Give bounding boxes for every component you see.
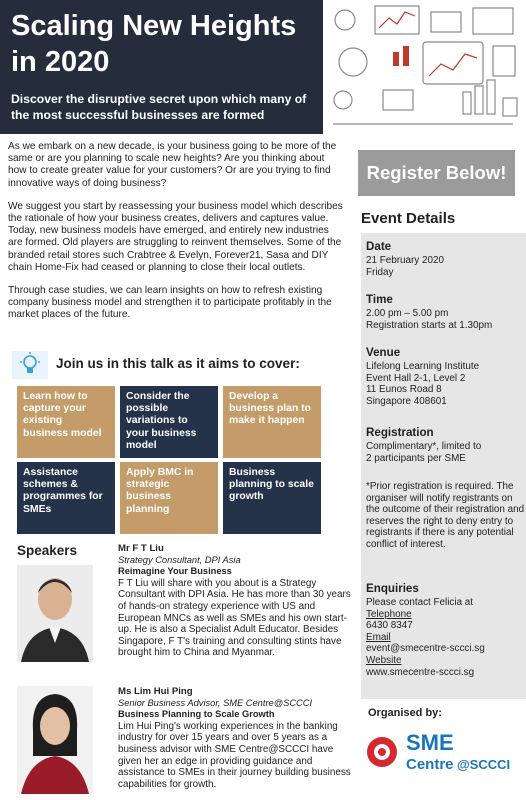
time-block [366, 293, 526, 331]
topic-tile: Learn how to capture your existing business model [17, 386, 115, 458]
registration-line: Complimentary*, limited to [366, 441, 482, 452]
speaker-talk: Business Planning to Scale Growth [118, 709, 275, 720]
logo-text-sccci: @SCCCI [457, 757, 511, 772]
registration-note: *Prior registration is required. The organiser will notify registrants on the outcome of their registration and reserves the right to deny entry to registrants if there is any potential conflict of interest. [366, 481, 525, 550]
venue-line: Lifelong Learning Institute [366, 361, 480, 372]
enquiries-block [366, 582, 526, 678]
website-label: Website [366, 654, 402, 666]
topic-tile: Business planning to scale growth [223, 462, 321, 534]
speaker-1 [118, 543, 355, 659]
time-value: 2.00 pm – 5.00 pm [366, 308, 449, 319]
topic-tile: Develop a business plan to make it happen [223, 386, 321, 458]
venue-line: Singapore 408601 [366, 395, 447, 407]
venue-block [366, 346, 526, 407]
sme-centre-logo [362, 726, 522, 776]
speaker-bio: Lim Hui Ping's working experiences in the banking industry for over 15 years and over 5 years as a business advisor with SME Centre@SCCCI have given her an edge in providing guidance and assistance to SMEs in their journey building business capabilities for growth. [118, 720, 351, 790]
speaker-bio: F T Liu will share with you about is a Strategy Consultant with DPI Asia. He has more than 30 years of hands-on strategy experience with US and European MNCs as well as SMEs and his own start-up. He is also a Specialist Adult Educator. Besides Singapore, F T's training and consulting stints have brought him to China and Myanmar. [118, 577, 351, 659]
speakers-heading: Speakers [17, 543, 78, 558]
enquiries-heading: Enquiries [366, 582, 419, 595]
logo-text-centre: Centre [406, 756, 454, 773]
header-banner [0, 0, 323, 134]
speaker-role: Strategy Consultant, DPI Asia [118, 554, 241, 565]
date-heading: Date [366, 240, 392, 253]
topic-tile: Apply BMC in strategic business planning [120, 462, 218, 534]
date-day: Friday [366, 266, 394, 278]
registration-heading: Registration [366, 426, 434, 439]
venue-line: 11 Eunos Road 8 [366, 384, 442, 396]
organised-by-label: Organised by: [368, 707, 442, 719]
business-charts-illustration [323, 0, 526, 134]
event-details-heading: Event Details [361, 210, 456, 227]
speaker-talk: Reimagine Your Business [118, 566, 232, 577]
speaker-photo-liu [17, 565, 93, 662]
time-registration: Registration starts at 1.30pm [366, 319, 493, 331]
website-value[interactable]: www.smecentre-sccci.sg [366, 666, 475, 678]
register-banner: Register Below! [358, 150, 515, 196]
intro-paragraph: As we embark on a new decade, is your business going to be more of the same or are you planning to scale new heights? Are you thinking about how to create greater value for your customers? Or are you trying to find innovative ways of doing business? [8, 141, 337, 189]
registration-line: 2 participants per SME [366, 452, 466, 464]
intro-text [8, 141, 344, 333]
speaker-photo-lim [17, 686, 93, 794]
topic-tile: Consider the possible variations to your business model [120, 386, 218, 458]
page-title: Scaling New Heights in 2020 [11, 10, 297, 78]
telephone-value: 6430 8347 [366, 620, 413, 632]
date-block [366, 240, 526, 278]
speaker-name: Ms Lim Hui Ping [118, 686, 193, 697]
speaker-role: Senior Business Advisor, SME Centre@SCCCI [118, 697, 313, 708]
venue-heading: Venue [366, 346, 401, 359]
date-value: 21 February 2020 [366, 255, 444, 266]
topic-tile: Assistance schemes & programmes for SMEs [17, 462, 115, 534]
intro-paragraph: We suggest you start by reassessing your business model which describes the rationale of how your business creates, delivers and captures value. Today, new business models have emerged, and entirely new industries are formed. Old players are struggling to reinvent themselves. Some of the branded retail stores such Crabtree & Evelyn, Forever21, Sasa and DIY chain Home-Fix had ceased or planning to close their local outlets. [8, 200, 343, 273]
lightbulb-icon [12, 351, 48, 379]
logo-text-sme: SME [406, 730, 454, 755]
registration-block [366, 426, 526, 464]
email-label: Email [366, 631, 391, 643]
page-subtitle: Discover the disruptive secret upon which many of the most successful businesses are formed [11, 92, 307, 122]
speaker-2 [118, 686, 355, 790]
time-heading: Time [366, 293, 393, 306]
telephone-label: Telephone [366, 608, 412, 620]
enquiries-contact: Please contact Felicia at [366, 597, 474, 608]
intro-paragraph: Through case studies, we can learn insights on how to refresh existing company business model and strengthen it to participate profitably in the market places of the future. [8, 285, 332, 321]
speaker-name: Mr F T Liu [118, 543, 164, 554]
email-value[interactable]: event@smecentre-sccci.sg [366, 643, 485, 655]
venue-line: Event Hall 2-1, Level 2 [366, 372, 466, 384]
topics-heading: Join us in this talk as it aims to cover: [56, 356, 300, 371]
